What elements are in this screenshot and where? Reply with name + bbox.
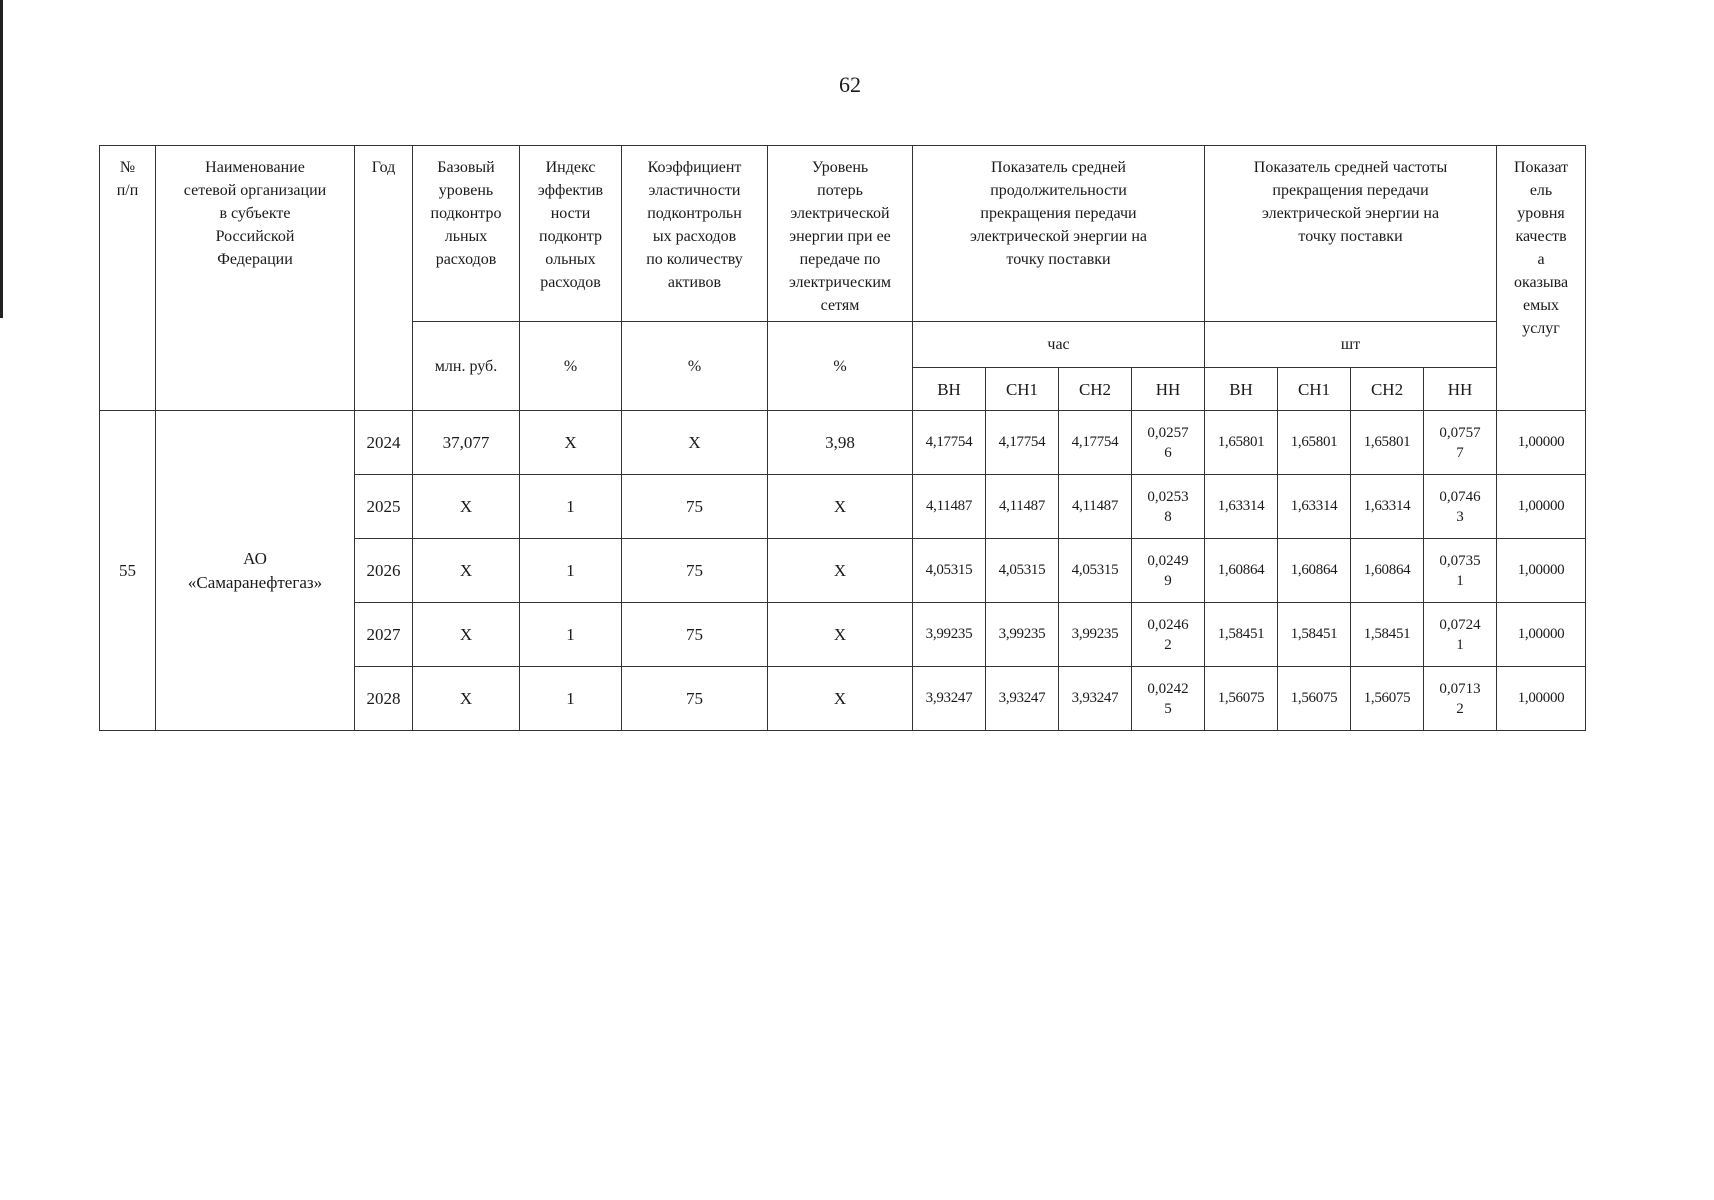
dur-vn-cell: 3,93247 [913,667,986,731]
dur-nn-cell: 0,0257 6 [1132,411,1205,475]
loss-cell: Х [768,667,913,731]
org-name-label: АО «Самаранефтегаз» [187,548,323,592]
dur-vn-cell: 4,11487 [913,475,986,539]
coef-cell: Х [622,411,768,475]
freq-sn2-cell: 1,63314 [1351,475,1424,539]
unit-base: млн. руб. [413,322,520,411]
dur-level-sn2: СН2 [1059,368,1132,411]
base-cell: Х [413,667,520,731]
unit-duration: час [913,322,1205,368]
freq-sn1-cell: 1,58451 [1278,603,1351,667]
dur-level-sn1: СН1 [986,368,1059,411]
dur-nn-cell: 0,0242 5 [1132,667,1205,731]
org-name [156,411,355,731]
unit-loss: % [768,322,913,411]
loss-cell: Х [768,539,913,603]
dur-sn2-cell: 4,11487 [1059,475,1132,539]
freq-level-sn1: СН1 [1278,368,1351,411]
header-base-label: Базовый уровень подконтро льных расходов [430,159,502,268]
year-cell: 2025 [355,475,413,539]
quality-cell: 1,00000 [1497,667,1586,731]
header-frequency-label: Показатель средней частоты прекращения передачи электрической энергии на точку поставки [1253,159,1448,245]
freq-vn-cell: 1,58451 [1205,603,1278,667]
header-duration [913,146,1205,322]
header-index-label: Индекс эффектив ности подконтр ольных расходов [537,159,604,291]
header-duration-label: Показатель средней продолжительности прекращения передачи электрической энергии на точку поставки [970,159,1148,268]
year-cell: 2024 [355,411,413,475]
quality-cell: 1,00000 [1497,411,1586,475]
dur-sn1-cell: 4,17754 [986,411,1059,475]
coef-cell: 75 [622,603,768,667]
dur-sn2-cell: 3,99235 [1059,603,1132,667]
table-row [100,411,1586,475]
base-cell: Х [413,475,520,539]
scan-edge-rule [0,0,3,318]
freq-sn2-cell: 1,56075 [1351,667,1424,731]
header-year-label: Год [371,159,396,176]
header-org [156,146,355,411]
freq-sn1-cell: 1,60864 [1278,539,1351,603]
base-cell: 37,077 [413,411,520,475]
freq-vn-cell: 1,56075 [1205,667,1278,731]
freq-sn1-cell: 1,63314 [1278,475,1351,539]
freq-sn1-cell: 1,56075 [1278,667,1351,731]
dur-nn-cell: 0,0246 2 [1132,603,1205,667]
dur-sn1-cell: 4,05315 [986,539,1059,603]
header-num-label: № п/п [116,159,139,199]
index-cell: 1 [520,667,622,731]
freq-vn-cell: 1,63314 [1205,475,1278,539]
unit-coef: % [622,322,768,411]
unit-index: % [520,322,622,411]
header-quality-label: Показат ель уровня качеств а оказыва емых услуг [1513,159,1569,337]
dur-sn2-cell: 4,05315 [1059,539,1132,603]
header-quality [1497,146,1586,411]
freq-sn1-cell: 1,65801 [1278,411,1351,475]
coef-cell: 75 [622,539,768,603]
header-coef-label: Коэффициент эластичности подконтрольн ых расходов по количеству активов [646,159,743,291]
freq-nn-cell: 0,0746 3 [1424,475,1497,539]
dur-vn-cell: 3,99235 [913,603,986,667]
header-coef [622,146,768,322]
dur-sn1-cell: 3,99235 [986,603,1059,667]
freq-sn2-cell: 1,65801 [1351,411,1424,475]
freq-sn2-cell: 1,58451 [1351,603,1424,667]
org-number: 55 [100,411,156,731]
base-cell: Х [413,603,520,667]
quality-cell: 1,00000 [1497,539,1586,603]
freq-level-vn: ВН [1205,368,1278,411]
freq-level-nn: НН [1424,368,1497,411]
index-cell: 1 [520,539,622,603]
dur-sn2-cell: 4,17754 [1059,411,1132,475]
freq-nn-cell: 0,0713 2 [1424,667,1497,731]
dur-sn2-cell: 3,93247 [1059,667,1132,731]
unit-frequency: шт [1205,322,1497,368]
coef-cell: 75 [622,475,768,539]
dur-vn-cell: 4,17754 [913,411,986,475]
freq-vn-cell: 1,60864 [1205,539,1278,603]
dur-level-nn: НН [1132,368,1205,411]
loss-cell: Х [768,603,913,667]
header-year [355,146,413,411]
header-org-label: Наименование сетевой организации в субъекте Российской Федерации [183,159,327,268]
year-cell: 2028 [355,667,413,731]
loss-cell: Х [768,475,913,539]
coef-cell: 75 [622,667,768,731]
dur-sn1-cell: 4,11487 [986,475,1059,539]
freq-nn-cell: 0,0724 1 [1424,603,1497,667]
header-frequency [1205,146,1497,322]
index-cell: 1 [520,475,622,539]
loss-cell: 3,98 [768,411,913,475]
header-loss-label: Уровень потерь электрической энергии при ее передаче по электрическим сетям [788,159,892,314]
dur-vn-cell: 4,05315 [913,539,986,603]
freq-level-sn2: СН2 [1351,368,1424,411]
dur-level-vn: ВН [913,368,986,411]
index-cell: Х [520,411,622,475]
header-num [100,146,156,411]
freq-sn2-cell: 1,60864 [1351,539,1424,603]
freq-nn-cell: 0,0757 7 [1424,411,1497,475]
year-cell: 2026 [355,539,413,603]
header-base [413,146,520,322]
index-cell: 1 [520,603,622,667]
quality-cell: 1,00000 [1497,475,1586,539]
freq-nn-cell: 0,0735 1 [1424,539,1497,603]
header-loss [768,146,913,322]
dur-sn1-cell: 3,93247 [986,667,1059,731]
year-cell: 2027 [355,603,413,667]
quality-cell: 1,00000 [1497,603,1586,667]
tariff-indicators-table [99,145,1586,731]
base-cell: Х [413,539,520,603]
page-number: 62 [839,72,861,97]
header-index [520,146,622,322]
dur-nn-cell: 0,0253 8 [1132,475,1205,539]
dur-nn-cell: 0,0249 9 [1132,539,1205,603]
freq-vn-cell: 1,65801 [1205,411,1278,475]
